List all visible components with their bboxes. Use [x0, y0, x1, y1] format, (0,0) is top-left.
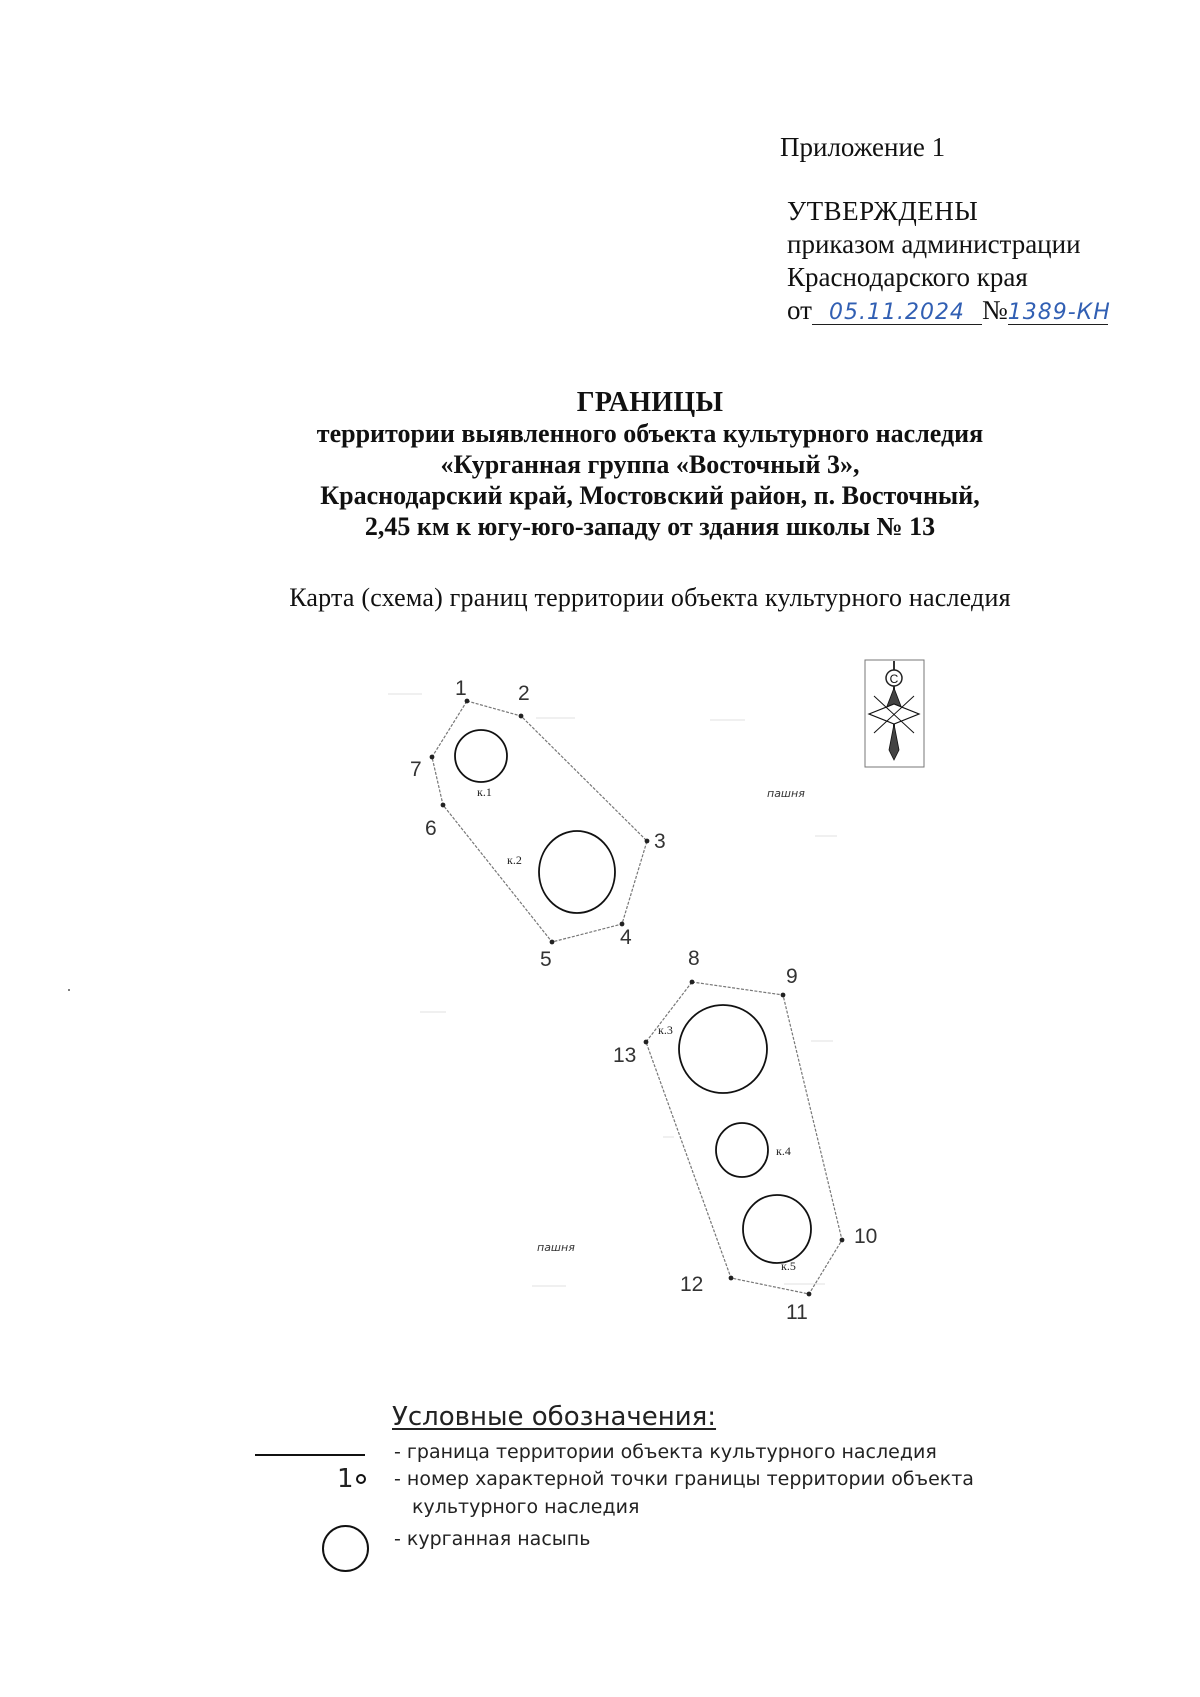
point-label-4: 4 — [620, 926, 632, 949]
point-label-5: 5 — [540, 948, 552, 971]
point-label-10: 10 — [854, 1225, 878, 1248]
legend-point-number: 1 — [337, 1464, 354, 1494]
title-line-3: «Курганная группа «Восточный 3», — [440, 450, 860, 479]
point-label-3: 3 — [654, 830, 666, 853]
legend-mound-circle-symbol — [322, 1525, 369, 1572]
burial-mounds — [455, 730, 811, 1263]
mound-circle — [539, 831, 615, 913]
boundary-point — [840, 1238, 845, 1243]
legend-boundary-text: - граница территории объекта культурного наследия — [394, 1441, 937, 1463]
mound-label-5: к.5 — [781, 1259, 796, 1273]
point-label-11: 11 — [786, 1301, 808, 1324]
title-line-2: территории выявленного объекта культурного наследия — [316, 419, 984, 448]
compass-lower-point — [889, 724, 899, 760]
legend-point-text-line-2: культурного наследия — [412, 1496, 640, 1518]
point-label-13: 13 — [613, 1044, 637, 1067]
field-label-southwest: пашня — [537, 1241, 575, 1254]
boundary-point — [781, 993, 786, 998]
boundary-point — [690, 980, 695, 985]
territory-boundary-2 — [646, 982, 842, 1294]
boundary-point — [441, 803, 446, 808]
faint-scan-marks — [68, 694, 837, 1286]
title-line-5: 2,45 км к югу-юго-западу от здания школы № 13 — [364, 512, 936, 541]
point-labels — [410, 677, 877, 1324]
title-line-4: Краснодарский край, Мостовский район, п. Восточный, — [320, 481, 980, 510]
point-label-6: 6 — [425, 817, 437, 840]
mound-label-1: к.1 — [477, 785, 492, 799]
legend-row-point — [240, 1465, 1060, 1520]
map-caption: Карта (схема) границ территории объекта культурного наследия — [289, 583, 1011, 612]
legend-title: Условные обозначения: — [392, 1402, 717, 1432]
legend-row-mound — [240, 1528, 1060, 1558]
point-label-1: 1 — [455, 677, 467, 700]
legend-point-text-line-1: - номер характерной точки границы территории объекта — [394, 1468, 974, 1490]
boundary-point — [729, 1276, 734, 1281]
legend-mound-text: - курганная насыпь — [394, 1528, 591, 1550]
legend-row-boundary — [240, 1438, 1060, 1468]
boundary-point — [519, 714, 524, 719]
mound-circle — [679, 1005, 767, 1093]
approval-region-line: Краснодарского края — [787, 262, 1028, 292]
legend-boundary-line-symbol — [255, 1454, 365, 1456]
field-label-east: пашня — [767, 787, 805, 800]
title-line-1: ГРАНИЦЫ — [576, 387, 724, 418]
legend-point-dot-symbol — [356, 1474, 366, 1484]
approval-heading: УТВЕРЖДЕНЫ — [787, 196, 979, 226]
boundary-point — [430, 755, 435, 760]
mound-circle — [455, 730, 507, 782]
compass-north-letter: С — [889, 672, 899, 686]
point-label-8: 8 — [688, 947, 700, 970]
boundary-point — [550, 940, 555, 945]
mound-label-3: к.3 — [658, 1023, 673, 1037]
mound-circle — [743, 1195, 811, 1263]
scan-dot — [68, 989, 70, 991]
compass-north-arrow — [865, 660, 924, 767]
mound-label-2: к.2 — [507, 853, 522, 867]
field-labels — [537, 787, 805, 1254]
approval-from-label: от — [787, 295, 812, 325]
point-label-2: 2 — [518, 682, 530, 705]
approval-order-line: приказом администрации — [787, 229, 1081, 259]
mound-labels — [477, 785, 796, 1273]
boundary-point — [645, 839, 650, 844]
point-label-9: 9 — [786, 965, 798, 988]
boundary-point — [644, 1040, 649, 1045]
point-label-12: 12 — [680, 1273, 704, 1296]
mound-label-4: к.4 — [776, 1144, 791, 1158]
boundary-point — [807, 1292, 812, 1297]
mound-circle — [716, 1123, 768, 1177]
approval-number-value: 1389-КН — [1007, 300, 1111, 325]
approval-number-label: № — [981, 295, 1008, 325]
approval-date-value: 05.11.2024 — [812, 302, 982, 325]
point-label-7: 7 — [410, 758, 422, 781]
appendix-label: Приложение 1 — [780, 132, 946, 162]
